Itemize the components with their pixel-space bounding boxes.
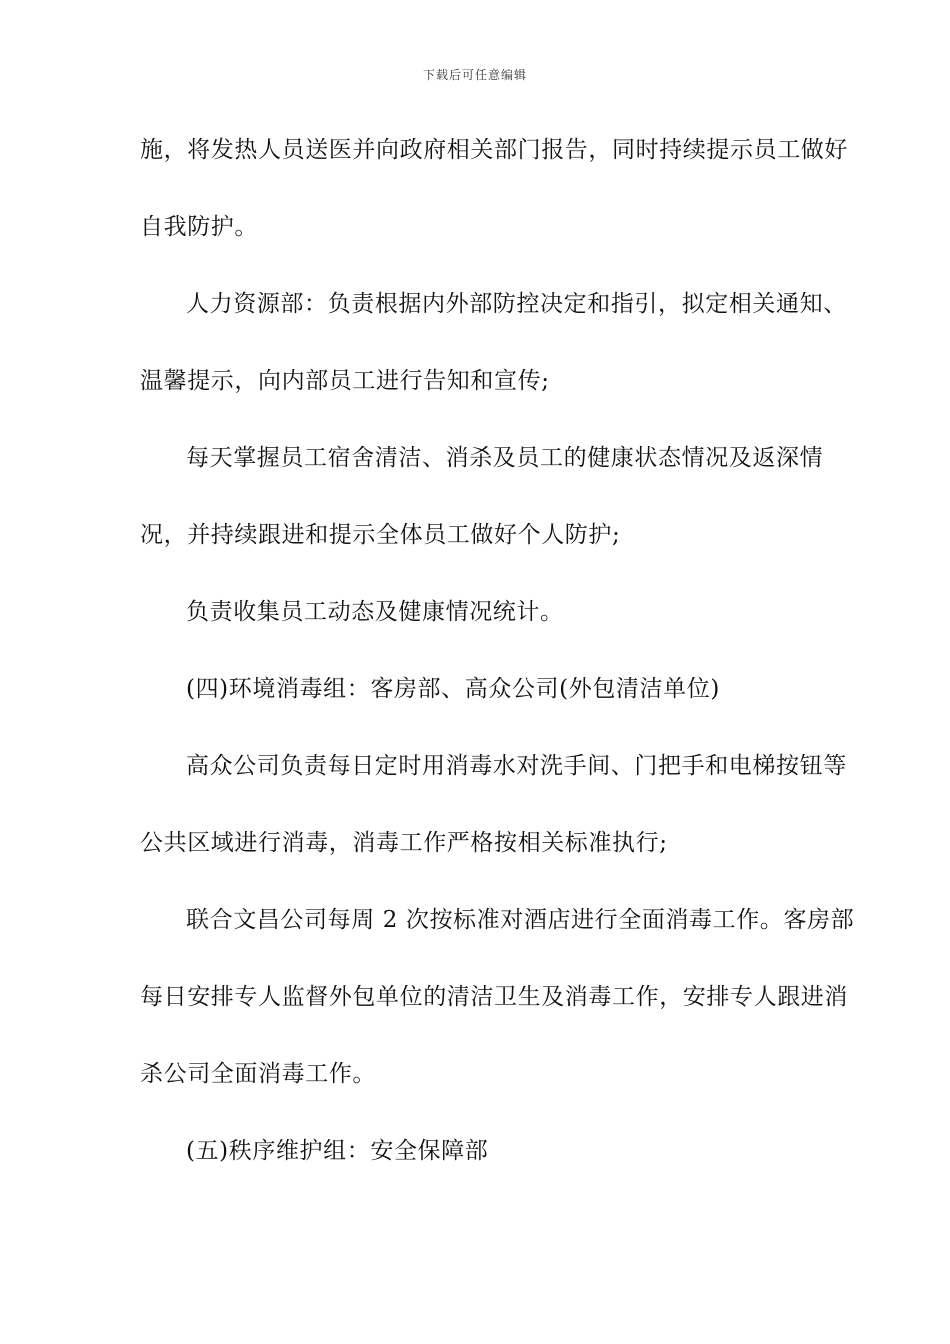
section-heading: (四)环境消毒组：客房部、高众公司(外包清洁单位)	[186, 676, 720, 702]
text-line: 公共区域进行消毒，消毒工作严格按相关标准执行;	[140, 830, 668, 856]
text-line: 温馨提示，向内部员工进行告知和宣传;	[140, 368, 550, 394]
paragraph-start: 联合文昌公司每周 2 次按标准对酒店进行全面消毒工作。客房部	[186, 907, 855, 933]
paragraph-start: 高众公司负责每日定时用消毒水对洗手间、门把手和电梯按钮等	[186, 753, 847, 779]
text-line: 施，将发热人员送医并向政府相关部门报告，同时持续提示员工做好	[140, 137, 848, 163]
document-body	[140, 125, 855, 1203]
text-line: 自我防护。	[140, 214, 258, 240]
text-line: 杀公司全面消毒工作。	[140, 1061, 376, 1087]
text-line: 每日安排专人监督外包单位的清洁卫生及消毒工作，安排专人跟进消	[140, 984, 848, 1010]
text-line: 况，并持续跟进和提示全体员工做好个人防护;	[140, 522, 621, 548]
section-heading: (五)秩序维护组：安全保障部	[186, 1138, 489, 1164]
paragraph-start: 人力资源部：负责根据内外部防控决定和指引，拟定相关通知、	[186, 291, 847, 317]
paragraph-start: 负责收集员工动态及健康情况统计。	[186, 599, 564, 625]
page-header: 下载后可任意编辑	[422, 68, 527, 82]
paragraph-start: 每天掌握员工宿舍清洁、消杀及员工的健康状态情况及返深情	[186, 445, 824, 471]
